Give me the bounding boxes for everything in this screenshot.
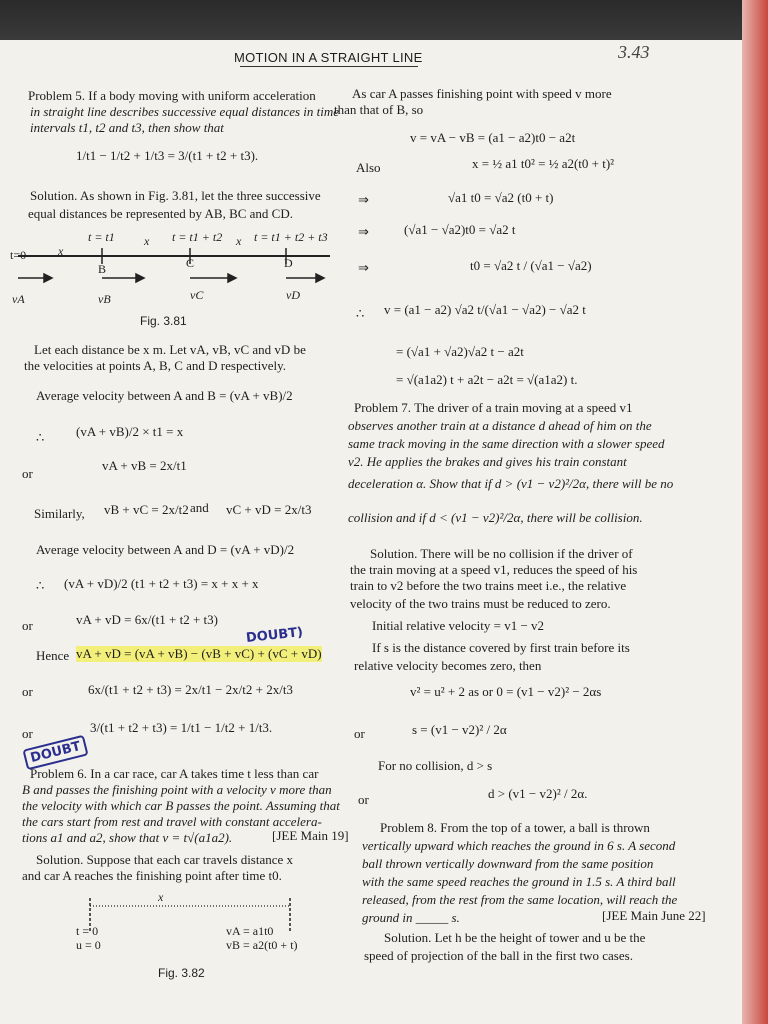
fig2-vb: vB = a2(t0 + t) (226, 938, 298, 952)
solution-7-line-4: velocity of the two trains must be reduced to zero. (350, 596, 611, 611)
problem-7-line-1: Problem 7. The driver of a train moving at a speed v1 (354, 400, 633, 415)
problem-7-line-4: v2. He applies the brakes and gives his train constant (348, 454, 627, 469)
fig1-point-c: C (186, 256, 195, 270)
fig1-velocity-c: vC (190, 288, 204, 302)
equation-7: 6x/(t1 + t2 + t3) = 2x/t1 − 2x/t2 + 2x/t3 (88, 682, 293, 697)
and-label: and (190, 500, 209, 515)
or-4: or (22, 726, 33, 741)
equation-1: (vA + vB)/2 × t1 = x (76, 424, 184, 439)
equation-5: vA + vD = 6x/(t1 + t2 + t3) (76, 612, 218, 627)
solution-7-eq-1: v² = u² + 2 as or 0 = (v1 − v2)² − 2αs (410, 684, 602, 699)
right-eq-4: (√a1 − √a2)t0 = √a2 t (404, 222, 516, 237)
fig1-point-d: D (284, 256, 293, 270)
running-header-title: MOTION IN A STRAIGHT LINE (234, 50, 423, 65)
fig1-point-a: t=0 (10, 248, 27, 262)
therefore-1: ∴ (36, 578, 45, 593)
equation-3b: vC + vD = 2x/t3 (226, 502, 312, 517)
problem-8-line-2: vertically upward which reaches the ground in 6 s. A second (362, 838, 676, 853)
avg-velocity-ab: Average velocity between A and B = (vA + vB)/2 (36, 388, 293, 403)
therefore-2: ∴ (356, 306, 365, 321)
solution-6-line-1: Solution. Suppose that each car travels distance x (36, 852, 294, 867)
equation-4: (vA + vD)/2 (t1 + t2 + t3) = x + x + x (64, 576, 259, 591)
figure-3-82 (80, 890, 310, 940)
problem-7-line-2: observes another train at a distance d ahead of him on the (348, 418, 652, 433)
problem-8-tag: [JEE Main June 22] (602, 908, 706, 923)
page-edge (742, 0, 768, 1024)
problem-8-line-3: ball thrown vertically downward from the same position (362, 856, 654, 871)
implies-2: ⇒ (358, 224, 369, 239)
solution-7-line-2: the train moving at a speed v1, reduces the speed of his (350, 562, 638, 577)
solution-7-line-1: Solution. There will be no collision if the driver of (370, 546, 633, 561)
problem-5-equation: 1/t1 − 1/t2 + 1/t3 = 3/(t1 + t2 + t3). (76, 148, 259, 163)
handwritten-doubt-2: DOUBT (22, 735, 88, 771)
solution-5-line-2: equal distances be represented by AB, BC and CD. (28, 206, 293, 221)
right-eq-7: = (√a1 + √a2)√a2 t − a2t (396, 344, 524, 359)
right-eq-8: = √(a1a2) t + a2t − a2t = √(a1a2) t. (396, 372, 578, 387)
solution-8-line-2: speed of projection of the ball in the first two cases. (364, 948, 633, 963)
problem-7-line-3: same track moving in the same direction with a slower speed (348, 436, 665, 451)
right-eq-1: v = vA − vB = (a1 − a2)t0 − a2t (410, 130, 576, 145)
equation-8: 3/(t1 + t2 + t3) = 1/t1 − 1/t2 + 1/t3. (90, 720, 273, 735)
similarly-label: Similarly, (34, 506, 85, 521)
or-1: or (22, 466, 33, 481)
right-eq-6: v = (a1 − a2) √a2 t/(√a1 − √a2) − √a2 t (384, 302, 586, 317)
right-intro-1: As car A passes finishing point with speed v more (352, 86, 612, 101)
problem-5-line-3: intervals t1, t2 and t3, then show that (30, 120, 224, 135)
right-eq-5: t0 = √a2 t / (√a1 − √a2) (470, 258, 592, 273)
solution-8-line-1: Solution. Let h be the height of tower and u be the (384, 930, 646, 945)
handwritten-doubt-1: DOUBT) (245, 625, 304, 646)
or-right-2: or (358, 792, 369, 807)
problem-5-line-1: Problem 5. If a body moving with uniform acceleration (28, 88, 316, 103)
fig2-x: x (158, 890, 164, 904)
implies-3: ⇒ (358, 260, 369, 275)
fig1-x-1: x (58, 244, 64, 258)
problem-8-line-1: Problem 8. From the top of a tower, a ball is thrown (380, 820, 650, 835)
problem-8-line-5: released, from the rest from the same location, will reach the (362, 892, 678, 907)
right-eq-3: √a1 t0 = √a2 (t0 + t) (448, 190, 554, 205)
also-label: Also (356, 160, 381, 175)
problem-8-line-6: ground in _____ s. (362, 910, 460, 925)
page-number: 3.43 (618, 42, 650, 62)
problem-6-line-3: the velocity with which car B passes the point. Assuming that (22, 798, 340, 813)
fig1-x-2: x (144, 234, 150, 248)
problem-7-line-6: collision and if d < (v1 − v2)²/2α, there will be collision. (348, 510, 643, 525)
solution-7-eq-2: s = (v1 − v2)² / 2α (412, 722, 507, 737)
solution-6-line-2: and car A reaches the finishing point after time t0. (22, 868, 282, 883)
solution-7-line-5: Initial relative velocity = v1 − v2 (372, 618, 545, 633)
fig2-u0: u = 0 (76, 938, 101, 952)
fig1-velocity-a: vA (12, 292, 25, 306)
fig2-va: vA = a1t0 (226, 924, 274, 938)
solution-7-line-3: train to v2 before the two trains meet i.e., the relative (350, 578, 627, 593)
right-eq-2: x = ½ a1 t0² = ½ a2(t0 + t)² (472, 156, 615, 171)
or-3: or (22, 684, 33, 699)
right-intro-2: than that of B, so (334, 102, 424, 117)
solution-5-line-1: Solution. As shown in Fig. 3.81, let the three successive (30, 188, 321, 203)
fig1-x-3: x (236, 234, 242, 248)
no-collision-line: For no collision, d > s (378, 758, 493, 773)
fig2-t0: t = 0 (76, 924, 99, 938)
let-line-1: Let each distance be x m. Let vA, vB, vC and vD be (34, 342, 306, 357)
textbook-page: MOTION IN A STRAIGHT LINE 3.43 Problem 5. If a body moving with uniform acceleration in straight line describes successive equal distances in time intervals t1, t2 and t3, then show that 1/t1 − 1/t2 + 1/t3 = 3/(t1 + t2 + t3). Solution. As shown in Fig. 3.81, let the three successive equal distances be represented by AB, BC and CD. t = t1 t = t1 + t2 t = t1 + t2 + t3 x x x t=0 B C D vA vB vC vD Fig. 3.81 Let each distance be x m. Let vA, vB, vC and vD be the velocities at points A, B, C and D respectively. Average velocity between A and B = (vA + vB)/2 ∴ (vA + vB)/2 × t1 = x or vA + vB = 2x/t1 Similarly, vB + vC = 2x/t2 and vC + vD = 2x/t3 Average velocity between A and D = (vA + vD)/2 ∴ (vA + vD)/2 (t1 + t2 + t3) = x + x + x or vA + vD = 6x/(t1 + t2 + t3) Hence vA + vD = (vA + vB) − (vB + vC) + (vC + vD) DOUBT) or 6x/(t1 + t2 + t3) = 2x/t1 − 2x/t2 + 2x/t3 or 3/(t1 + t2 + t3) = 1/t1 − 1/t2 + 1/t3. DOUBT Problem 6. In a car race, car A takes time t less than car B and passes the finishing point with a velocity v more than the velocity with which car B passes the point. Assuming that the cars start from rest and travel with constant accelera- tions a1 and a2, show that v = t√(a1a2). [JEE Main 19] Solution. Suppose that each car travels distance x and car A reaches the finishing point after time t0. x t = 0 u = 0 vA = a1t0 vB = a2(t0 + t) Fig. 3.82 As car A passes finishing point with speed v more than that of B, so v = vA − vB = (a1 − a2)t0 − a2t Also x = ½ a1 t0² = ½ a2(t0 + t)² ⇒ √a1 t0 = √a2 (t0 + t) ⇒ (√a1 − √a2)t0 = √a2 t ⇒ t0 = √a2 t / (√a1 − √a2) ∴ v = (a1 − a2) √a2 t/(√a1 − √a2) − √a2 t = (√a1 + √a2)√a2 t − a2t = √(a1a2) t + a2t − a2t = √(a1a2) t. Problem 7. The driver of a train moving at a speed v1 observes another train at a distance d ahead of him on the same track moving in the same direction with a slower speed v2. He applies the brakes and gives his train constant deceleration α. Show that if d > (v1 − v2)²/2α, there will be no collision and if d < (v1 − v2)²/2α, there will be collision. Solution. There will be no collision if the driver of the train moving at a speed v1, reduces the speed of his train to v2 before the two trains meet i.e., the relative velocity of the two trains must be reduced to zero. Initial relative velocity = v1 − v2 If s is the distance covered by first train before its relative velocity becomes zero, then v² = u² + 2 as or 0 = (v1 − v2)² − 2αs or s = (v1 − v2)² / 2α For no collision, d > s or d > (v1 − v2)² / 2α. Problem 8. From the top of a tower, a ball is thrown vertically upward which reaches the ground in 6 s. A second ball thrown vertically downward from the same position with the same speed reaches the ground in 1.5 s. A third ball released, from the rest from the same location, will reach the ground in _____ s. [JEE Main June 22] Solution. Let h be the height of tower and u be the speed of projection of the ball in the first two cases. (0, 0, 768, 1024)
problem-5-line-2: in straight line describes successive equal distances in time (30, 104, 340, 119)
solution-7-line-7: relative velocity becomes zero, then (354, 658, 542, 673)
equation-6-highlighted: vA + vD = (vA + vB) − (vB + vC) + (vC + vD) (76, 646, 322, 661)
or-right-1: or (354, 726, 365, 741)
problem-6-line-2: B and passes the finishing point with a velocity v more than (22, 782, 332, 797)
let-line-2: the velocities at points A, B, C and D respectively. (24, 358, 286, 373)
equation-3a: vB + vC = 2x/t2 (104, 502, 189, 517)
fig1-velocity-b: vB (98, 292, 111, 306)
fig1-label-t1: t = t1 (88, 230, 115, 244)
problem-7-line-5: deceleration α. Show that if d > (v1 − v2)²/2α, there will be no (348, 476, 674, 491)
hence-label: Hence (36, 648, 70, 663)
solution-7-eq-3: d > (v1 − v2)² / 2α. (488, 786, 588, 801)
avg-velocity-ad: Average velocity between A and D = (vA + vD)/2 (36, 542, 295, 557)
fig1-velocity-d: vD (286, 288, 300, 302)
problem-6-line-4: the cars start from rest and travel with constant accelera- (22, 814, 322, 829)
problem-6-tag: [JEE Main 19] (272, 828, 349, 843)
fig1-label-t12: t = t1 + t2 (172, 230, 223, 244)
problem-6-line-1: Problem 6. In a car race, car A takes time t less than car (30, 766, 319, 781)
fig1-point-b: B (98, 262, 107, 276)
or-2: or (22, 618, 33, 633)
equation-2: vA + vB = 2x/t1 (102, 458, 187, 473)
problem-8-line-4: with the same speed reaches the ground in 1.5 s. A third ball (362, 874, 676, 889)
fig1-caption: Fig. 3.81 (140, 314, 187, 328)
fig1-label-t123: t = t1 + t2 + t3 (254, 230, 328, 244)
solution-7-line-6: If s is the distance covered by first train before its (372, 640, 630, 655)
implies-1: ⇒ (358, 192, 369, 207)
fig2-caption: Fig. 3.82 (158, 966, 205, 980)
problem-6-line-5: tions a1 and a2, show that v = t√(a1a2). (22, 830, 233, 845)
